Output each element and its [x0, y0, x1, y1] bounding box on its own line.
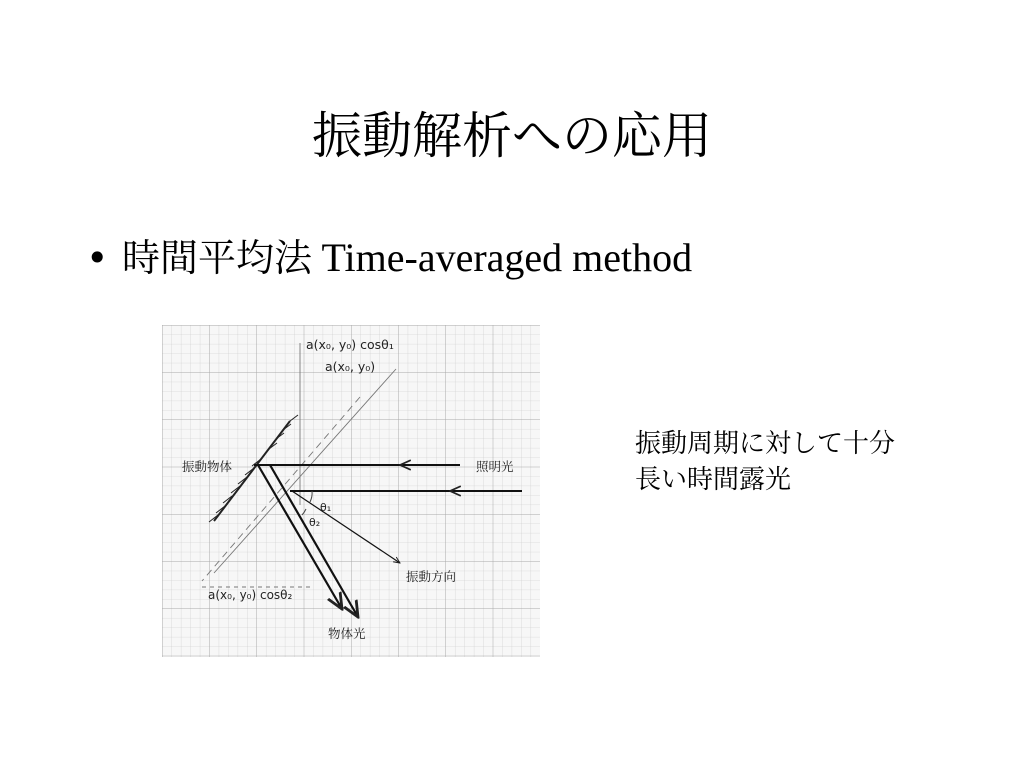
label-amplitude: a(x₀, y₀) [325, 359, 376, 374]
exposure-note-line2: 長い時間露光 [635, 465, 792, 495]
exposure-note [635, 426, 895, 498]
bullet-item [86, 228, 692, 289]
label-object-light: 物体光 [328, 626, 366, 641]
label-illumination-light: 照明光 [476, 459, 514, 474]
label-amp-cos-theta1: a(x₀, y₀) cosθ₁ [306, 337, 394, 352]
vibration-diagram [162, 325, 540, 657]
bullet-text-jp: 時間平均法 [122, 236, 313, 280]
label-theta2: θ₂ [309, 516, 321, 529]
label-amp-cos-theta2: a(x₀, y₀) cosθ₂ [208, 588, 293, 602]
slide-title: 振動解析への応用 [312, 107, 712, 165]
bullet-text-en: Time-averaged method [321, 235, 693, 280]
bullet-symbol: • [86, 236, 109, 280]
exposure-note-line1: 振動周期に対して十分 [635, 429, 896, 459]
label-vibrating-object: 振動物体 [182, 459, 233, 474]
label-vibration-direction: 振動方向 [406, 569, 457, 584]
label-theta1: θ₁ [320, 501, 332, 514]
